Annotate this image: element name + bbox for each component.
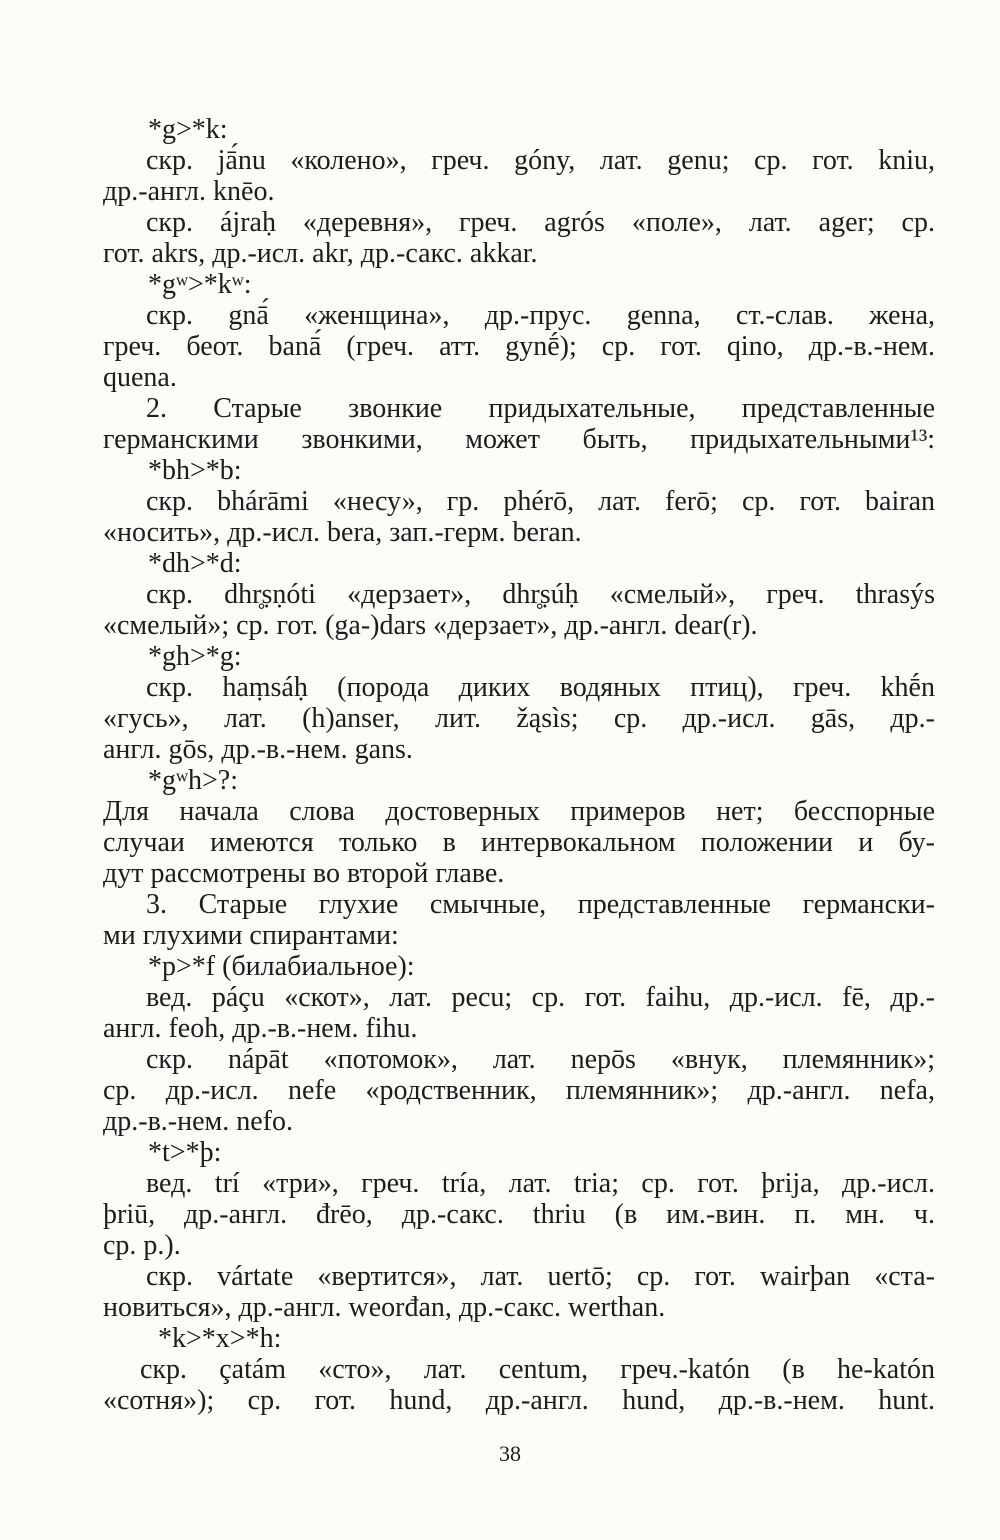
example-paragraph bbox=[103, 579, 935, 641]
correspondence-heading bbox=[103, 765, 935, 796]
example-paragraph bbox=[103, 1354, 935, 1416]
text-line: новиться», др.-англ. weorđan, др.-сакс. werthan. bbox=[103, 1292, 666, 1323]
example-paragraph bbox=[103, 672, 935, 765]
text-line: дут рассмотрены во второй главе. bbox=[103, 858, 505, 889]
example-paragraph bbox=[103, 1261, 935, 1323]
section-paragraph bbox=[103, 889, 935, 951]
text-line: *gʷ>*kʷ: bbox=[148, 269, 252, 300]
correspondence-heading bbox=[103, 1137, 935, 1168]
text-line: случаи имеются только в интервокальном положении и бу- bbox=[103, 827, 935, 858]
text-line: 3. Старые глухие смычные, представленные германски- bbox=[146, 889, 935, 920]
text-line: *p>*f (билабиальное): bbox=[148, 951, 415, 982]
correspondence-heading bbox=[103, 455, 935, 486]
text-line: др.-англ. knēo. bbox=[103, 176, 275, 207]
text-line: скр. vártate «вертится», лат. uertō; ср. гот. wairþan «ста- bbox=[146, 1261, 935, 1292]
text-line: гот. akrs, др.-исл. akr, др.-сакс. akkar. bbox=[103, 238, 538, 269]
text-line: *bh>*b: bbox=[148, 455, 242, 486]
text-line: греч. беот. banā́ (греч. атт. gynḗ); ср. гот. qino, др.-в.-нем. bbox=[103, 331, 935, 362]
text-line: вед. trí «три», греч. tría, лат. tria; ср. гот. þrija, др.-исл. bbox=[146, 1168, 935, 1199]
text-line: скр. çatám «сто», лат. centum, греч.-katón (в he-katón bbox=[140, 1354, 935, 1385]
text-line: вед. páçu «скот», лат. pecu; ср. гот. faihu, др.-исл. fē, др.- bbox=[146, 982, 935, 1013]
example-paragraph bbox=[103, 1044, 935, 1137]
text-line: *k>*x>*h: bbox=[158, 1323, 282, 1354]
text-line: *gh>*g: bbox=[148, 641, 242, 672]
correspondence-heading bbox=[103, 1323, 935, 1354]
text-line: þriū, др.-англ. đrēo, др.-сакс. thriu (в им.-вин. п. мн. ч. bbox=[103, 1199, 935, 1230]
text-line: 2. Старые звонкие придыхательные, представленные bbox=[146, 393, 935, 424]
correspondence-heading bbox=[103, 269, 935, 300]
text-line: «смелый»; ср. гот. (ga-)dars «дерзает», др.-англ. dear(r). bbox=[103, 610, 758, 641]
text-line: англ. feoh, др.-в.-нем. fihu. bbox=[103, 1013, 418, 1044]
text-line: *gʷh>?: bbox=[148, 765, 238, 796]
example-paragraph bbox=[103, 1168, 935, 1261]
correspondence-heading bbox=[103, 548, 935, 579]
text-line: «носить», др.-исл. bera, зап.-герм. beran. bbox=[103, 517, 582, 548]
text-line: ср. др.-исл. nefe «родственник, племянник»; др.-англ. nefa, bbox=[103, 1075, 935, 1106]
text-line: др.-в.-нем. nefo. bbox=[103, 1106, 293, 1137]
section-paragraph bbox=[103, 393, 935, 455]
text-line: скр. bhárāmi «несу», гр. phérō, лат. ferō; ср. гот. bairan bbox=[146, 486, 935, 517]
text-line: *t>*þ: bbox=[148, 1137, 222, 1168]
text-line: скр. ájraḥ «деревня», греч. agrós «поле», лат. ager; ср. bbox=[146, 207, 935, 238]
text-line: скр. jā́nu «колено», греч. góny, лат. genu; ср. гот. kniu, bbox=[146, 145, 935, 176]
page-body-text bbox=[103, 114, 935, 1416]
example-paragraph bbox=[103, 486, 935, 548]
text-line: «сотня»); ср. гот. hund, др.-англ. hund, др.-в.-нем. hunt. bbox=[103, 1385, 935, 1416]
correspondence-heading bbox=[103, 951, 935, 982]
text-line: *g>*k: bbox=[148, 114, 228, 145]
example-paragraph bbox=[103, 207, 935, 269]
text-line: *dh>*d: bbox=[148, 548, 242, 579]
text-line: Для начала слова достоверных примеров нет; бесспорные bbox=[103, 796, 935, 827]
page-number: 38 bbox=[499, 1441, 521, 1466]
example-paragraph bbox=[103, 982, 935, 1044]
text-line: германскими звонкими, может быть, придыхательными¹³: bbox=[103, 424, 935, 455]
correspondence-heading bbox=[103, 641, 935, 672]
text-line: quena. bbox=[103, 362, 177, 393]
text-line: скр. gnā́ «женщина», др.-прус. genna, ст.-слав. жена, bbox=[146, 300, 935, 331]
text-line: «гусь», лат. (h)anser, лит. žąsìs; ср. др.-исл. gās, др.- bbox=[103, 703, 935, 734]
text-line: англ. gōs, др.-в.-нем. gans. bbox=[103, 734, 413, 765]
text-line: ми глухими спирантами: bbox=[103, 920, 399, 951]
example-paragraph bbox=[103, 300, 935, 393]
text-line: ср. р.). bbox=[103, 1230, 181, 1261]
correspondence-heading bbox=[103, 114, 935, 145]
text-line: скр. nápāt «потомок», лат. nepōs «внук, племянник»; bbox=[146, 1044, 935, 1075]
note-paragraph bbox=[103, 796, 935, 889]
example-paragraph bbox=[103, 145, 935, 207]
text-line: скр. haṃsáḥ (порода диких водяных птиц), греч. khḗn bbox=[146, 672, 935, 703]
text-line: скр. dhr̥ṣṇóti «дерзает», dhr̥ṣúḥ «смелый», греч. thrasýs bbox=[146, 579, 935, 610]
